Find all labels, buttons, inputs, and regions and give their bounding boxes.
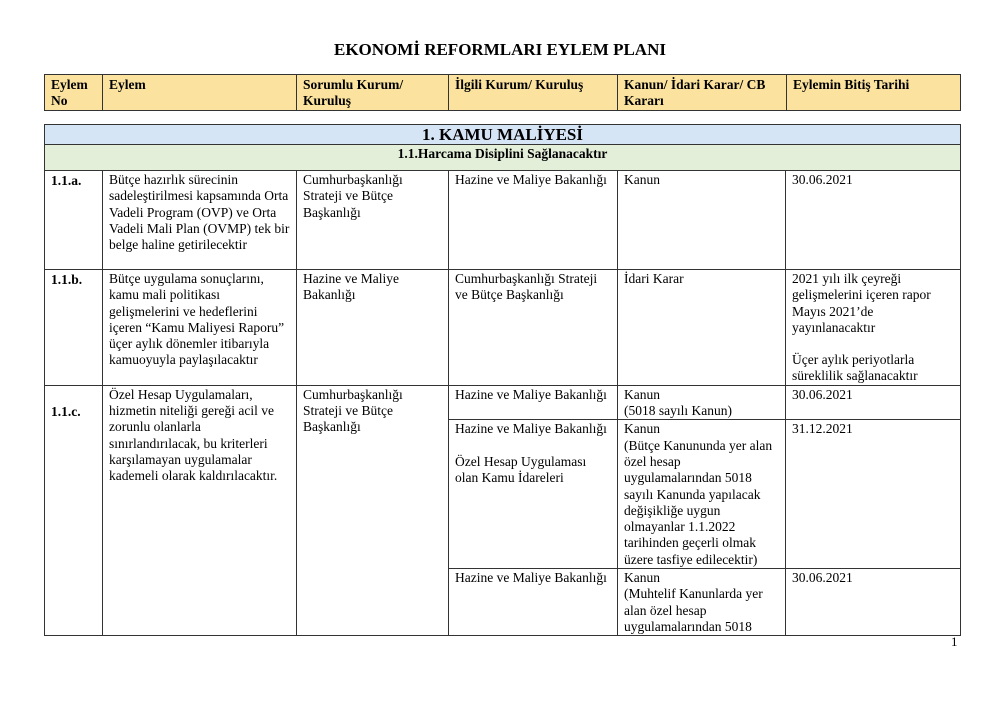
kanun-type: Kanun xyxy=(624,570,660,586)
row-sorumlu: Hazine ve Maliye Bakanlığı xyxy=(297,270,449,386)
kanun-type: Kanun xyxy=(624,386,660,402)
row-sorumlu: Cumhurbaşkanlığı Strateji ve Bütçe Başkanlığı xyxy=(297,385,449,635)
row-ilgili: Hazine ve Maliye Bakanlığı xyxy=(449,385,618,420)
header-tarih: Eylemin Bitiş Tarihi xyxy=(787,75,961,111)
row-kanun: Kanun xyxy=(618,171,786,270)
ilgili-text: Hazine ve Maliye Bakanlığı xyxy=(455,421,607,437)
row-no: 1.1.a. xyxy=(45,171,103,270)
row-no: 1.1.c. xyxy=(45,385,103,635)
row-sorumlu: Cumhurbaşkanlığı Strateji ve Bütçe Başkanlığı xyxy=(297,171,449,270)
row-no: 1.1.b. xyxy=(45,270,103,386)
kanun-detail: (Bütçe Kanununda yer alan özel hesap uygulamalarından 5018 sayılı Kanunda yapılacak değişikliğe uygun olmayanlar 1.1.2022 tarihinden geçerli olmak üzere tasfiye edilecektir) xyxy=(624,437,773,567)
row-tarih: 30.06.2021 xyxy=(786,171,961,270)
row-eylem: Bütçe hazırlık sürecinin sadeleştirilmesi kapsamında Orta Vadeli Program (OVP) ve Orta Vadeli Mali Plan (OVMP) tek bir belge haline getirilecektir xyxy=(103,171,297,270)
row-eylem: Özel Hesap Uygulamaları, hizmetin niteliği gereği acil ve zorunlu olanlarla sınırlandırılacak, bu kriterleri karşılamayan uygulamalar kademeli olarak kaldırılacaktır. xyxy=(103,385,297,635)
section-subtitle: 1.1.Harcama Disiplini Sağlanacaktır xyxy=(45,145,961,171)
tarih-text: Üçer aylık periyotlarla süreklilik sağlanacaktır xyxy=(792,352,918,384)
kanun-detail: (Muhtelif Kanunlarda yer alan özel hesap uygulamalarından 5018 xyxy=(624,586,763,634)
ilgili-text: Özel Hesap Uygulaması olan Kamu İdareleri xyxy=(455,453,587,485)
table-row xyxy=(45,171,961,270)
tarih-text: 2021 yılı ilk çeyreği gelişmelerini içeren rapor Mayıs 2021’de yayınlanacaktır xyxy=(792,271,931,335)
row-ilgili: Hazine ve Maliye Bakanlığı xyxy=(449,171,618,270)
page-number: 1 xyxy=(951,634,958,649)
action-plan-table xyxy=(44,124,961,636)
row-ilgili xyxy=(449,420,618,569)
table-row xyxy=(45,385,961,420)
table-row xyxy=(45,270,961,386)
row-tarih: 30.06.2021 xyxy=(786,569,961,636)
row-ilgili: Cumhurbaşkanlığı Strateji ve Bütçe Başkanlığı xyxy=(449,270,618,386)
section-title: 1. KAMU MALİYESİ xyxy=(45,125,961,145)
header-eylem: Eylem xyxy=(103,75,297,111)
row-eylem: Bütçe uygulama sonuçlarını, kamu mali politikası gelişmelerini ve hedeflerini içeren “Kamu Maliyesi Raporu” üçer aylık dönemler itibarıyla kamuoyuyla paylaşılacaktır xyxy=(103,270,297,386)
header-kanun: Kanun/ İdari Karar/ CB Kararı xyxy=(618,75,787,111)
header-no: Eylem No xyxy=(45,75,103,111)
row-ilgili: Hazine ve Maliye Bakanlığı xyxy=(449,569,618,636)
row-kanun xyxy=(618,569,786,636)
page-title: EKONOMİ REFORMLARI EYLEM PLANI xyxy=(334,40,666,59)
row-tarih: 31.12.2021 xyxy=(786,420,961,569)
header-sorumlu: Sorumlu Kurum/ Kuruluş xyxy=(297,75,449,111)
row-kanun xyxy=(618,420,786,569)
row-kanun xyxy=(618,385,786,420)
header-table xyxy=(44,74,961,111)
kanun-detail: (5018 sayılı Kanun) xyxy=(624,403,732,419)
row-tarih xyxy=(786,270,961,386)
row-tarih: 30.06.2021 xyxy=(786,385,961,420)
kanun-type: Kanun xyxy=(624,421,660,437)
row-kanun: İdari Karar xyxy=(618,270,786,386)
header-ilgili: İlgili Kurum/ Kuruluş xyxy=(449,75,618,111)
